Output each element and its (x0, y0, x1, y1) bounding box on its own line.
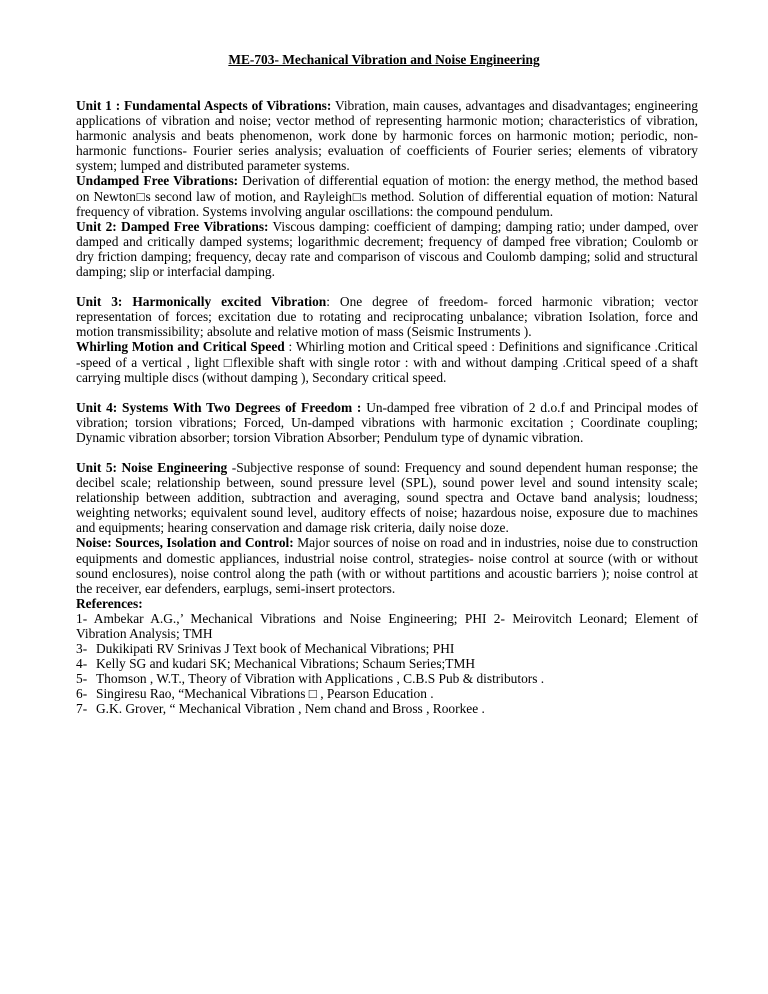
unit-4-paragraph (76, 400, 698, 445)
reference-item (76, 656, 698, 671)
section-heading: Whirling Motion and Critical Speed (76, 339, 285, 355)
section-text: -Subjective response of sound: Frequency and sound dependent human response; the decibel scale; relationship between, sound pressure level (SPL), sound power level and sound intensity scale; relationship between addition, subtraction and averaging, sound spectra and Octave band analysis; loudness; weighting networks; equivalent sound level, auditory effects of noise; hazardous noise, exposure due to machines and equipments; hearing conservation and damage risk criteria, daily noise doze. (76, 459, 698, 536)
reference-item (76, 686, 698, 701)
paragraph-gap (76, 445, 698, 460)
reference-number: 7- (76, 701, 88, 717)
section-heading: Unit 4: Systems With Two Degrees of Freedom : (76, 399, 362, 415)
whirling-motion-paragraph (76, 339, 698, 384)
section-heading: Undamped Free Vibrations: (76, 173, 239, 189)
references-heading-text: References: (76, 595, 143, 611)
unit-1-paragraph (76, 98, 698, 173)
reference-item (76, 641, 698, 656)
section-text: : One degree of freedom- forced harmonic vibration; vector representation of forces; excitation due to rotating and reciprocating unbalance; vibration Isolation, force and motion transmissibility; absolute and relative motion of mass (Seismic Instruments ). (76, 294, 698, 340)
reference-number: 5- (76, 671, 88, 687)
section-text: Derivation of differential equation of motion: the energy method, the method based on Newton□s second law of motion, and Rayleigh□s method. Solution of differential equation of motion: Natural frequency of vibration. Systems involving angular oscillations: the compound pendulum. (76, 173, 698, 219)
section-text: Un-damped free vibration of 2 d.o.f and Principal modes of vibration; torsion vibrations; Forced, Un-damped vibrations with harmonic excitation ; Coordinate coupling; Dynamic vibration absorber; torsion Vibration Absorber; Pendulum type of dynamic vibration. (76, 399, 698, 445)
references-heading (76, 596, 698, 611)
reference-item: 1- Ambekar A.G.,’ Mechanical Vibrations and Noise Engineering; PHI 2- Meirovitch Leonard; Element of Vibration Analysis; TMH (76, 610, 698, 641)
section-heading: Unit 1 : Fundamental Aspects of Vibrations: (76, 98, 332, 113)
document-title: ME-703- Mechanical Vibration and Noise Engineering (228, 52, 540, 67)
unit-5-paragraph (76, 460, 698, 535)
reference-number: 3- (76, 641, 88, 657)
reference-item (76, 671, 698, 686)
reference-item (76, 701, 698, 716)
reference-text: Kelly SG and kudari SK; Mechanical Vibrations; Schaum Series;TMH (96, 656, 476, 672)
section-text: : Whirling motion and Critical speed : Definitions and significance .Critical -speed of a vertical , light □flexible shaft with single rotor : with and without damping .Critical speed of a shaft carrying multiple discs (without damping ), Secondary critical speed. (76, 339, 698, 385)
reference-number: 4- (76, 656, 88, 672)
reference-text: Singiresu Rao, “Mechanical Vibrations □ , Pearson Education . (96, 686, 434, 702)
section-heading: Unit 2: Damped Free Vibrations: (76, 218, 269, 234)
section-heading: Unit 5: Noise Engineering (76, 459, 228, 475)
section-text: Viscous damping: coefficient of damping; damping ratio; under damped, over damped and critically damped systems; logarithmic decrement; frequency of damped free vibration; Coulomb or dry friction damping; frequency, decay rate and comparison of viscous and Coulomb damping; solid and structural damping; slip or interfacial damping. (76, 218, 698, 280)
reference-text: Dukikipati RV Srinivas J Text book of Mechanical Vibrations; PHI (96, 641, 455, 657)
section-text: Major sources of noise on road and in industries, noise due to construction equipments and domestic appliances, industrial noise control, strategies- noise control at source (with or without sound enclosures), noise control along the path (with or without partitions and acoustic barriers ); noise control at the receiver, ear defenders, earplugs, semi-insert protectors. (76, 535, 699, 596)
noise-control-paragraph (76, 535, 698, 595)
paragraph-gap (76, 279, 698, 294)
section-heading: Noise: Sources, Isolation and Control: (76, 535, 294, 551)
unit-3-paragraph (76, 294, 698, 339)
reference-text: Thomson , W.T., Theory of Vibration with Applications , C.B.S Pub & distributors . (96, 671, 545, 687)
reference-text: G.K. Grover, “ Mechanical Vibration , Nem chand and Bross , Roorkee . (96, 701, 485, 717)
section-heading: Unit 3: Harmonically excited Vibration (76, 294, 327, 310)
unit-2-paragraph (76, 219, 698, 279)
section-text: Vibration, main causes, advantages and disadvantages; engineering applications of vibration and noise; vector method of representing harmonic motion; characteristics of vibration, harmonic analysis and beats phenomenon, work done by harmonic forces on harmonic motion; periodic, non-harmonic functions- Fourier series analysis; evaluation of coefficients of Fourier series; elements of vibratory system; lumped and distributed parameter systems. (76, 98, 698, 174)
syllabus-content (76, 98, 698, 717)
reference-number: 6- (76, 686, 88, 702)
undamped-free-vibrations-paragraph (76, 173, 698, 218)
paragraph-gap (76, 385, 698, 400)
